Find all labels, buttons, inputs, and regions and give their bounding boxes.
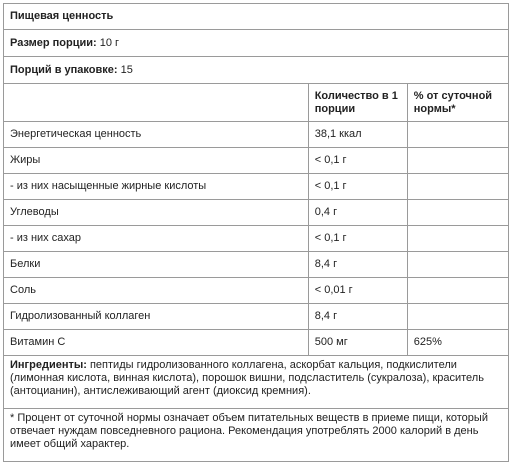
nutrient-name: - из них насыщенные жирные кислоты (4, 174, 309, 200)
nutrient-name: Энергетическая ценность (4, 122, 309, 148)
servings-label: Порций в упаковке: (10, 63, 118, 76)
column-header-dv: % от суточной нормы* (407, 84, 508, 122)
nutrient-row (4, 122, 509, 148)
nutrient-amount: 38,1 ккал (308, 122, 407, 148)
nutrient-name: Углеводы (4, 200, 309, 226)
ingredients-label: Ингредиенты: (10, 359, 87, 371)
nutrient-amount: < 0,1 г (308, 148, 407, 174)
nutrient-amount: 8,4 г (308, 252, 407, 278)
nutrient-name: Жиры (4, 148, 309, 174)
table-title: Пищевая ценность (4, 4, 509, 30)
nutrient-dv (407, 252, 508, 278)
nutrient-amount: 500 мг (308, 330, 407, 356)
ingredients-text: пептиды гидролизованного коллагена, аскорбат кальция, подкислители (лимонная кислота, винная кислота), порошок вишни, подсластитель (сукралоза), краситель (антоцианин), антислеживающий агент (диоксид кремния). (10, 359, 484, 397)
nutrient-row (4, 148, 509, 174)
serving-size-label: Размер порции: (10, 36, 97, 49)
servings-value: 15 (117, 63, 133, 76)
nutrient-row (4, 252, 509, 278)
column-header-amount: Количество в 1 порции (308, 84, 407, 122)
nutrient-amount: < 0,1 г (308, 226, 407, 252)
header-empty-cell (4, 84, 309, 122)
nutrient-row (4, 226, 509, 252)
footnote: * Процент от суточной нормы означает объем питательных веществ в приеме пищи, который отвечает нуждам повседневного рациона. Рекомендация употреблять 2000 калорий в день имеет общий характер. (4, 409, 509, 462)
serving-size-value: 10 г (96, 36, 120, 49)
nutrient-name: - из них сахар (4, 226, 309, 252)
nutrient-row (4, 330, 509, 356)
nutrient-amount: 0,4 г (308, 200, 407, 226)
nutrient-dv (407, 148, 508, 174)
nutrient-row (4, 304, 509, 330)
serving-size-row (4, 30, 509, 57)
nutrient-name: Соль (4, 278, 309, 304)
nutrient-dv: 625% (407, 330, 508, 356)
nutrient-dv (407, 304, 508, 330)
servings-per-container-row (4, 57, 509, 84)
nutrition-table (3, 3, 509, 462)
nutrient-dv (407, 226, 508, 252)
nutrient-name: Гидролизованный коллаген (4, 304, 309, 330)
nutrient-amount: < 0,1 г (308, 174, 407, 200)
nutrient-name: Белки (4, 252, 309, 278)
nutrient-row (4, 278, 509, 304)
nutrient-amount: 8,4 г (308, 304, 407, 330)
nutrient-name: Витамин С (4, 330, 309, 356)
nutrient-row (4, 174, 509, 200)
nutrient-dv (407, 174, 508, 200)
nutrient-dv (407, 278, 508, 304)
nutrient-row (4, 200, 509, 226)
nutrient-amount: < 0,01 г (308, 278, 407, 304)
nutrient-dv (407, 200, 508, 226)
ingredients-row (4, 356, 509, 409)
nutrient-dv (407, 122, 508, 148)
